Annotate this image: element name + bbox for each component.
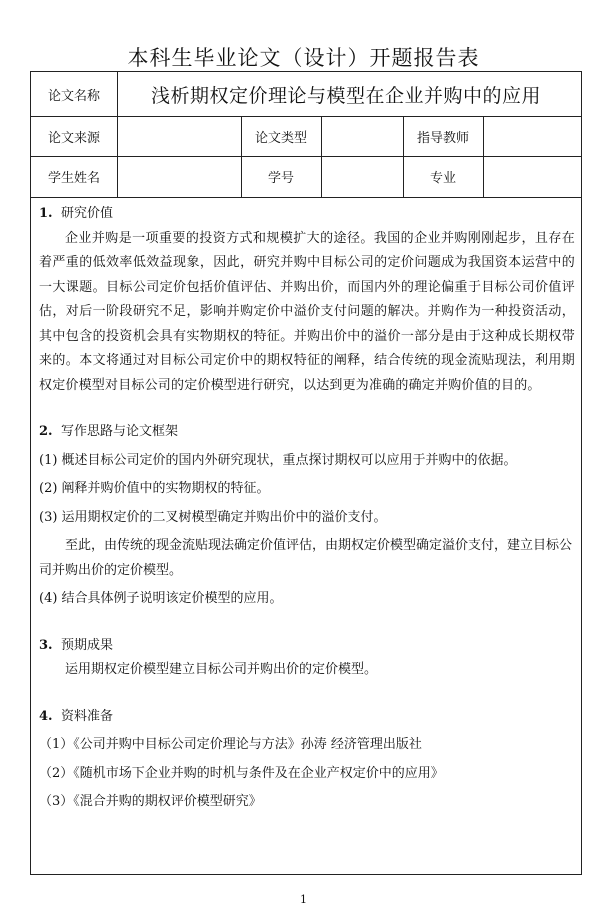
section-heading bbox=[39, 705, 575, 730]
section-heading bbox=[39, 420, 575, 445]
student-id-value bbox=[321, 156, 403, 197]
label-student-name: 学生姓名 bbox=[47, 171, 100, 186]
reference-item: （3）《混合并购的期权评价模型研究》 bbox=[39, 794, 262, 809]
reference-item: （1）《公司并购中目标公司定价理论与方法》孙涛 经济管理出版社 bbox=[39, 737, 422, 752]
report-body bbox=[39, 202, 575, 815]
summary-paragraph: 至此，由传统的现金流贴现法确定价值评估，由期权定价模型确定溢价支付，建立目标公司并购出价的定价模型。 bbox=[39, 538, 573, 578]
section-number: 1. bbox=[39, 206, 53, 221]
thesis-source-value bbox=[117, 116, 241, 156]
list-item: (3) 运用期权定价的二叉树模型确定并购出价中的溢价支付。 bbox=[39, 509, 387, 525]
thesis-type-value bbox=[321, 116, 403, 156]
section-heading bbox=[39, 634, 575, 659]
reference-item: （2）《随机市场下企业并购的时机与条件及在企业产权定价中的应用》 bbox=[39, 765, 444, 781]
list-item: (1) 概述目标公司定价的国内外研究现状，重点探讨期权可以应用于并购中的依据。 bbox=[39, 452, 517, 468]
advisor-value bbox=[483, 116, 581, 156]
label-major: 专业 bbox=[429, 171, 456, 186]
row-divider bbox=[31, 197, 581, 198]
section-number: 4. bbox=[39, 708, 53, 724]
research-value-paragraph: 企业并购是一项重要的投资方式和规模扩大的途径。我国的企业并购刚刚起步，且存在着严重的低效率低效益现象，因此，研究并购中目标公司的定价问题成为我国资本运营中的一大课题。目标公司定价包括价值评估、并购出价，而国内外的理论偏重于目标公司价值评估，对后一阶段研究不足，影响并购定价中溢价支付问题的解决。并购作为一种投资活动，其中包含的投资机会具有实物期权的特征。并购出价中的溢价一部分是由于这种成长期权带来的。本文将通过对目标公司定价中的期权特征的阐释，结合传统的现金流贴现法，利用期权定价模型对目标公司的定价模型进行研究，以达到更为准确的确定并购价值的目的。 bbox=[39, 230, 575, 393]
label-student-id: 学号 bbox=[267, 171, 294, 186]
thesis-title-value: 浅析期权定价理论与模型在企业并购中的应用 bbox=[151, 84, 542, 107]
list-item: (4) 结合具体例子说明该定价模型的应用。 bbox=[39, 591, 283, 606]
section-heading bbox=[39, 202, 575, 227]
label-advisor: 指导教师 bbox=[416, 130, 469, 146]
list-item: (2) 阐释并购价值中的实物期权的特征。 bbox=[39, 481, 270, 496]
label-thesis-type: 论文类型 bbox=[254, 130, 307, 146]
section-title: 写作思路与论文框架 bbox=[61, 424, 179, 439]
section-number: 2. bbox=[39, 424, 53, 439]
label-thesis-source: 论文来源 bbox=[47, 130, 100, 146]
page-number: 1 bbox=[300, 893, 307, 906]
student-name-value bbox=[117, 156, 241, 197]
expected-result-paragraph: 运用期权定价模型建立目标公司并购出价的定价模型。 bbox=[65, 662, 378, 677]
section-title: 预期成果 bbox=[61, 637, 114, 653]
section-title: 资料准备 bbox=[61, 708, 114, 724]
major-value bbox=[483, 156, 581, 197]
document-title: 本科生毕业论文（设计）开题报告表 bbox=[127, 46, 480, 70]
section-number: 3. bbox=[39, 637, 53, 653]
section-title: 研究价值 bbox=[61, 206, 114, 221]
label-thesis-title: 论文名称 bbox=[47, 88, 100, 104]
report-table bbox=[30, 71, 582, 875]
